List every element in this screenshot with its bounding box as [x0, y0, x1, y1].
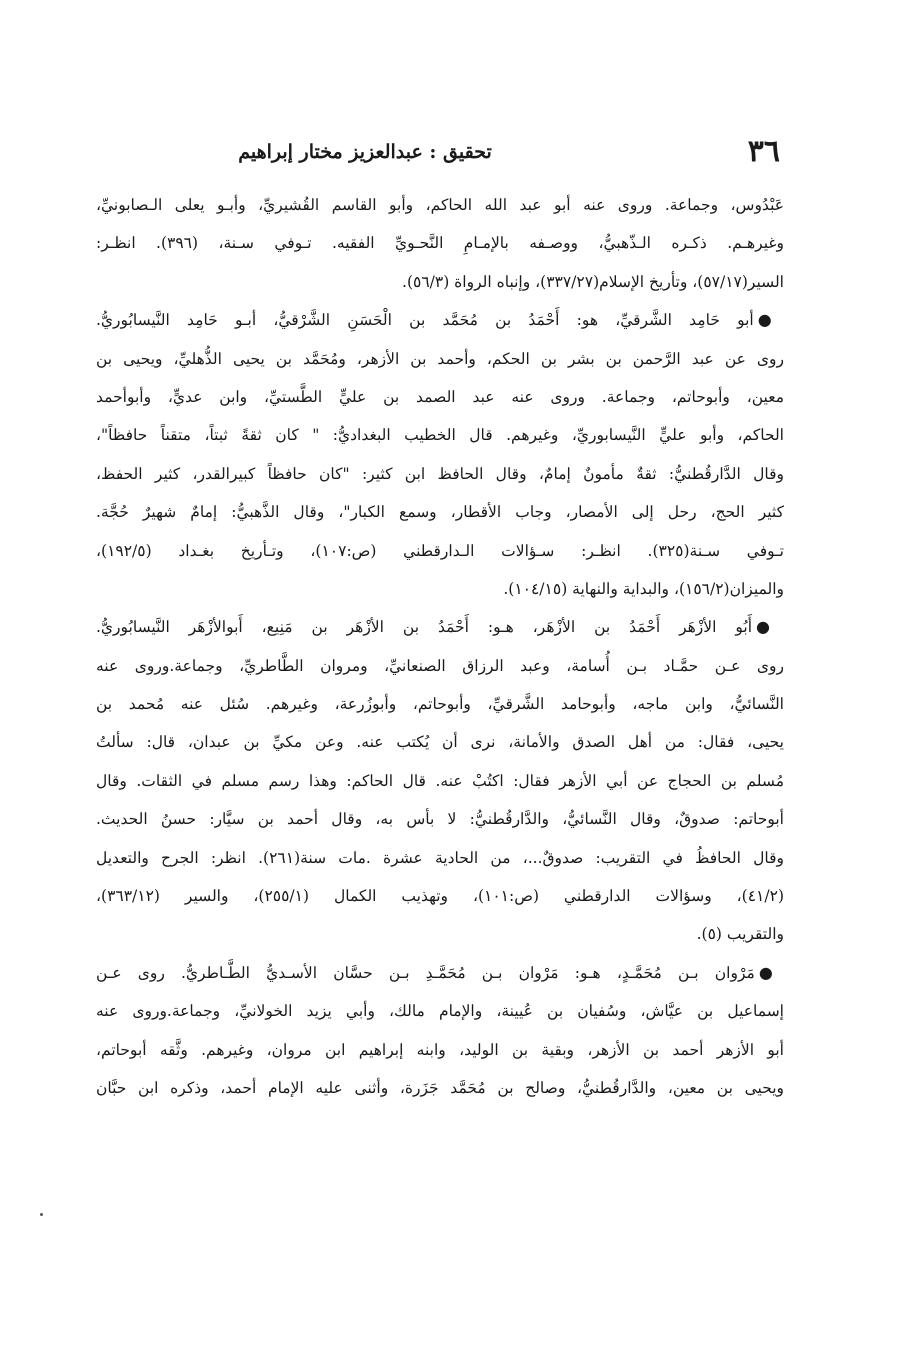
entry-heading-line: [96, 954, 784, 992]
entry-abu-al-azhar: [96, 608, 784, 954]
text-line: (٤١/٢)، وسؤالات الدارقطني (ص:١٠١)، وتهذيب الكمال (٢٥٥/١)، والسير (٣٦٣/١٢)،: [96, 887, 784, 906]
bullet-icon: ●: [758, 962, 784, 982]
body-text: [96, 186, 784, 1107]
entry-continuation: [96, 186, 784, 301]
text-line: روى عـن حمَّـاد بـن أُسامة، وعبد الرزاق الصنعانيِّ، ومروان الطَّاطريِّ، وجماعة.وروى عنه: [96, 656, 784, 675]
text-line: أبو الأزهر أحمد بن الأزهر، وبقية بن الوليد، وابنه إبراهيم ابن مروان، وغيرهم. وثَّقه أبوحاتم،: [96, 1040, 784, 1059]
page-number: ٣٦: [747, 134, 780, 169]
text-line: مُسلم بن الحجاج عن أبي الأزهر فقال: اكتُبْ عنه. قال الحاكم: وهذا رسم مسلم في الثقات. وقال: [96, 771, 784, 790]
bullet-icon: ●: [756, 617, 784, 637]
text-line: أَبُو الأزْهَر أَحْمَدُ بن الأزْهَر، هـو: أَحْمَدُ بن الأزْهَر بن مَنِيع، أَبوالأزْهَر النَّيسابُوريُّ.: [96, 618, 753, 637]
text-line: وقال الحافظُ في التقريب: صدوقٌ...، من الحادية عشرة .مات سنة(٢٦١). انظر: الجرح والتعديل: [96, 848, 784, 867]
text-line: إسماعيل بن عيَّاش، وسُفيان بن عُيينة، والإمام مالك، وأبي يزيد الخولانيِّ، وجماعة.وروى عنه: [96, 1002, 784, 1021]
entry-heading-line: [96, 301, 784, 339]
text-line: وغيرهـم. ذكـره الـذّهبيُّ، ووصـفه بالإمـامِ النَّحـويِّ الفقيه. تـوفي سـنة، (٣٩٦). انظـر:: [96, 234, 784, 253]
text-line: كثير الحج، رحل إلى الأمصار، وجاب الأقطار، وسمع الكبار"، وقال الذَّهبيُّ: إمامٌ شهيرٌ حُجَّة.: [96, 503, 784, 522]
text-line: أبو حَامِد الشَّرقيِّ، هو: أَحْمَدُ بن مُحَمَّد بن الْحَسَنِ الشَّرْقيُّ، أبـو حَامِد النَّيسابُوريُّ.: [96, 311, 754, 330]
text-line: الحاكم، وأبو عليٍّ النَّيسابوريِّ، وغيرهم. قال الخطيب البغداديُّ: " كان ثقةً ثبتاً، متقناً حافظاً"،: [96, 426, 784, 445]
text-line: النَّسائيُّ، وابن ماجه، وأبوحامد الشَّرقيِّ، وأبوحاتم، وأبوزُرعة، وغيرهم. سُئل عنه مُحمد بن: [96, 695, 784, 714]
text-line: ويحيى بن معين، والدَّارقُطنيُّ، وصالح بن مُحَمَّد جَزَرة، وأثنى عليه الإمام أحمد، وذكره ابن حبَّان: [96, 1078, 784, 1097]
running-title: تحقيق : عبدالعزيز مختار إبراهيم: [238, 141, 492, 163]
margin-dot-mark: [40, 1213, 43, 1216]
text-line: مَرْوان بـن مُحَمَّـدٍ، هـو: مَرْوان بـن مُحَمَّـدِ بـن حسَّان الأسـديُّ الطَّـاطريُّ. روى عـن: [96, 963, 755, 982]
entry-abu-hamid: [96, 301, 784, 608]
text-line: وقال الدَّارقُطنيُّ: ثقةٌ مأمونٌ إمامٌ، وقال الحافظ ابن كثير: "كان حافظاً كبيرالقدر، كثير الحفظ،: [96, 464, 784, 483]
entry-heading-line: [96, 608, 784, 646]
page-header: [100, 132, 780, 182]
text-line: تـوفي سـنة(٣٢٥). انظـر: سـؤالات الـدارقطني (ص:١٠٧)، وتـأريخ بغـداد (١٩٢/٥)،: [96, 541, 784, 560]
text-line: عَبْدُوس، وجماعة. وروى عنه أبو عبد الله الحاكم، وأبو القاسم القُشيريِّ، وأبـو يعلى الـصابونيِّ،: [96, 196, 784, 214]
text-line: والميزان(١٥٦/٢)، والبداية والنهاية (١٠٤/١٥).: [503, 579, 784, 598]
bullet-icon: ●: [757, 310, 784, 330]
text-line: السير(٥٧/١٧)، وتأريخ الإسلام(٣٣٧/٢٧)، وإنباه الرواة (٥٦/٣).: [402, 272, 784, 291]
text-line: والتقريب (٥).: [696, 925, 784, 944]
text-line: يحيى، فقال: من أهل الصدق والأمانة، نرى أن يُكتب عنه. وعن مكيِّ بن عبدان، قال: سألتُ: [96, 733, 784, 752]
text-line: أبوحاتم: صدوقٌ، وقال النَّسائيُّ، والدَّارقُطنيُّ: لا بأس به، وقال أحمد بن سيَّار: حسنُ الحديث.: [96, 810, 784, 829]
entry-marwan: [96, 954, 784, 1108]
text-line: معين، وأبوحاتم، وجماعة. وروى عنه عبد الصمد بن عليٍّ الطَّستيِّ، وابن عديٍّ، وأبوأحمد: [96, 387, 784, 406]
text-line: روى عن عبد الرَّحمن بن بشر بن الحكم، وأحمد بن الأزهر، ومُحَمَّد بن يحيى الذُّهليِّ، ويحيى بن: [96, 349, 784, 368]
